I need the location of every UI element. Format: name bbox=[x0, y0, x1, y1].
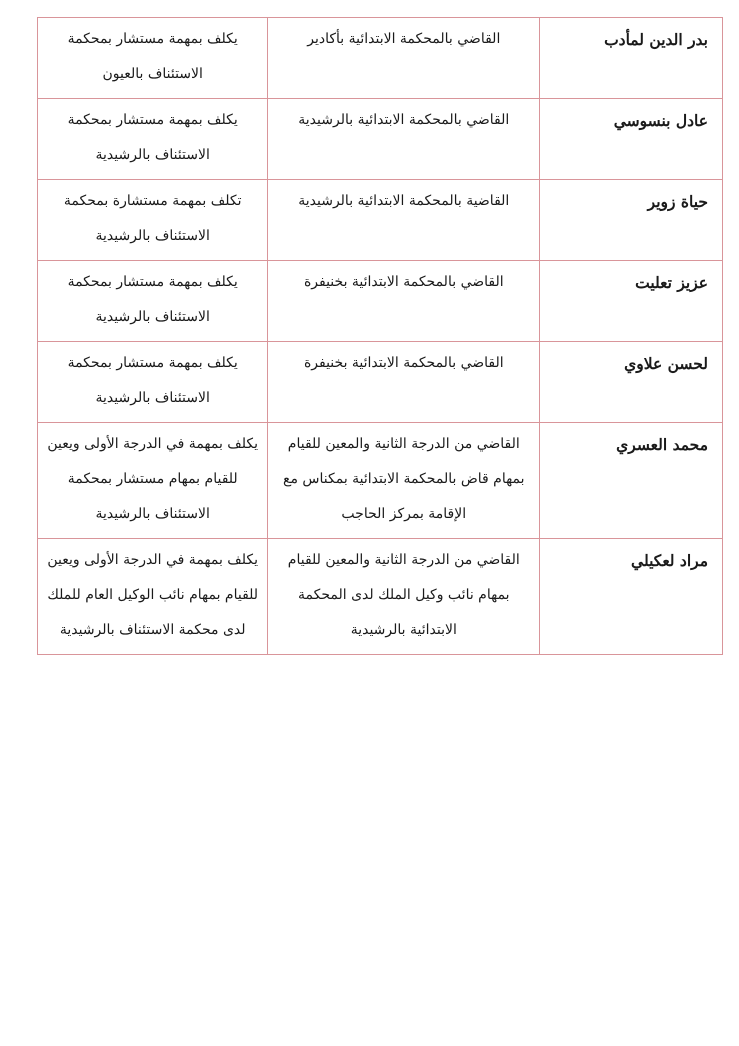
new-assignment: يكلف بمهمة في الدرجة الأولى ويعين للقيام بمهام نائب الوكيل العام للملك لدى محكمة الاستئناف بالرشيدية bbox=[38, 539, 268, 655]
judge-name: حياة زوير bbox=[540, 180, 723, 261]
current-position: القاضية بالمحكمة الابتدائية بالرشيدية bbox=[268, 180, 540, 261]
new-assignment: يكلف بمهمة مستشار بمحكمة الاستئناف بالعيون bbox=[38, 18, 268, 99]
judge-name: عزيز تعليت bbox=[540, 261, 723, 342]
table-row bbox=[38, 423, 723, 539]
judge-name: لحسن علاوي bbox=[540, 342, 723, 423]
current-position: القاضي بالمحكمة الابتدائية بالرشيدية bbox=[268, 99, 540, 180]
table-row bbox=[38, 99, 723, 180]
new-assignment: تكلف بمهمة مستشارة بمحكمة الاستئناف بالرشيدية bbox=[38, 180, 268, 261]
table-row bbox=[38, 18, 723, 99]
current-position: القاضي بالمحكمة الابتدائية بخنيفرة bbox=[268, 342, 540, 423]
new-assignment: يكلف بمهمة مستشار بمحكمة الاستئناف بالرشيدية bbox=[38, 261, 268, 342]
current-position: القاضي بالمحكمة الابتدائية بأكادير bbox=[268, 18, 540, 99]
table-row bbox=[38, 342, 723, 423]
table-row bbox=[38, 539, 723, 655]
judge-name: مراد لعكيلي bbox=[540, 539, 723, 655]
table-row bbox=[38, 261, 723, 342]
current-position: القاضي من الدرجة الثانية والمعين للقيام بمهام نائب وكيل الملك لدى المحكمة الابتدائية بالرشيدية bbox=[268, 539, 540, 655]
new-assignment: يكلف بمهمة مستشار بمحكمة الاستئناف بالرشيدية bbox=[38, 342, 268, 423]
current-position: القاضي بالمحكمة الابتدائية بخنيفرة bbox=[268, 261, 540, 342]
table-row bbox=[38, 180, 723, 261]
judge-name: بدر الدين لمأدب bbox=[540, 18, 723, 99]
judges-assignment-table bbox=[37, 17, 723, 655]
judge-name: عادل بنسوسي bbox=[540, 99, 723, 180]
new-assignment: يكلف بمهمة مستشار بمحكمة الاستئناف بالرشيدية bbox=[38, 99, 268, 180]
new-assignment: يكلف بمهمة في الدرجة الأولى ويعين للقيام بمهام مستشار بمحكمة الاستئناف بالرشيدية bbox=[38, 423, 268, 539]
current-position: القاضي من الدرجة الثانية والمعين للقيام بمهام قاض بالمحكمة الابتدائية بمكناس مع الإقامة بمركز الحاجب bbox=[268, 423, 540, 539]
judge-name: محمد العسري bbox=[540, 423, 723, 539]
